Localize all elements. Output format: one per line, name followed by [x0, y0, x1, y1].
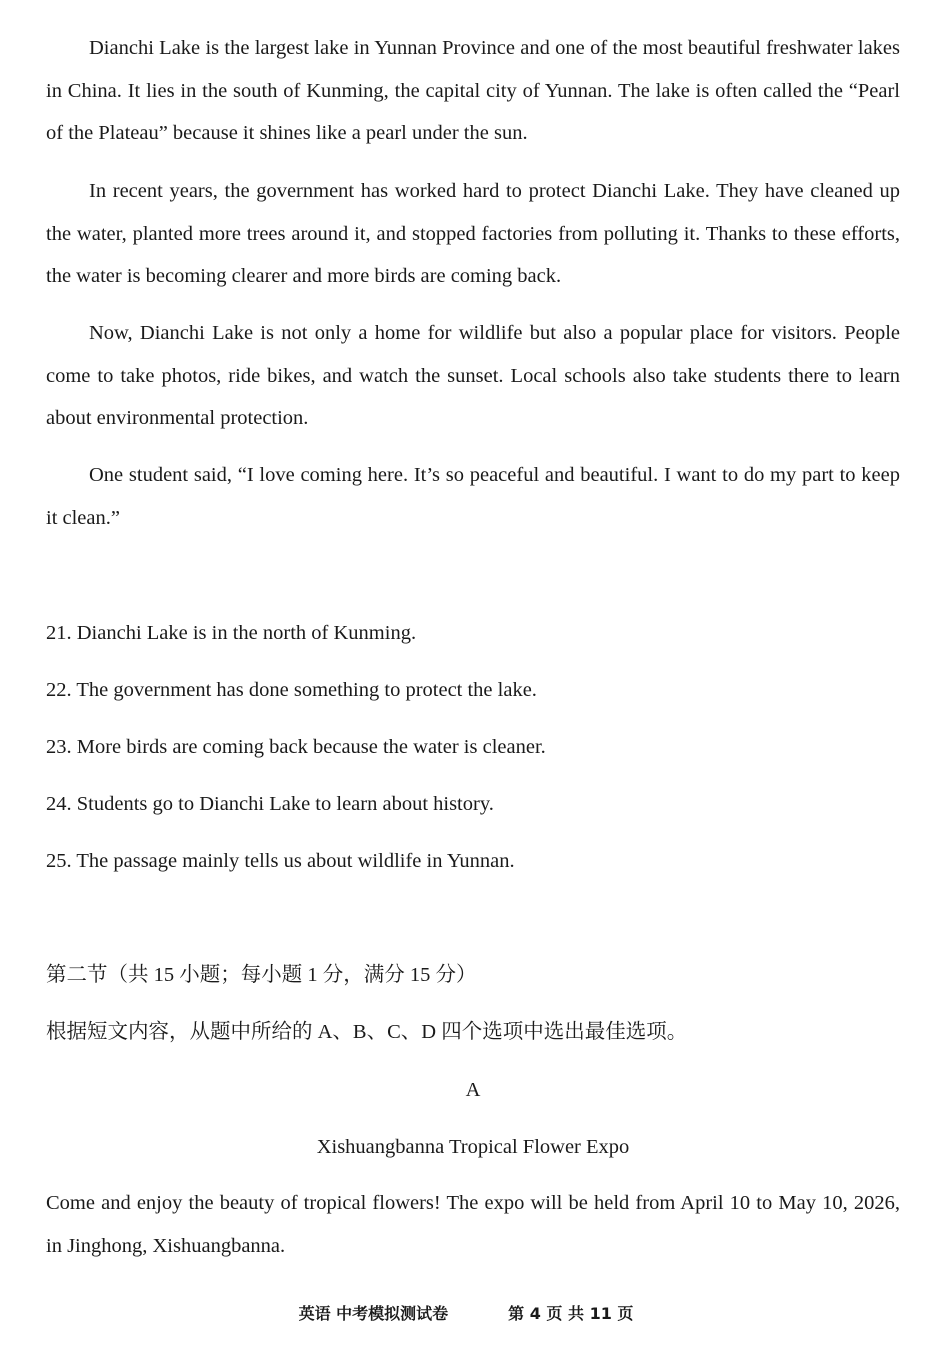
expo-intro-paragraph: Come and enjoy the beauty of tropical flowers! The expo will be held from April 10 to May 10, 2026, in Jinghong, Xishuangbanna. — [46, 1192, 900, 1257]
page-footer — [0, 1302, 932, 1326]
question-21: 21. Dianchi Lake is in the north of Kunming. — [46, 622, 417, 644]
question-23: 23. More birds are coming back because the water is cleaner. — [46, 736, 546, 758]
passage-paragraph-3: Now, Dianchi Lake is not only a home for wildlife but also a popular place for visitors. People come to take photos, ride bikes, and watch the sunset. Local schools also take students there to learn about environmental protection. — [46, 322, 900, 430]
passage-title: Xishuangbanna Tropical Flower Expo — [316, 1136, 630, 1158]
question-24: 24. Students go to Dianchi Lake to learn about history. — [46, 793, 494, 815]
part-label: A — [465, 1079, 481, 1101]
section-2-heading: 第二节（共 15 小题；每小题 1 分，满分 15 分） — [46, 964, 477, 986]
passage-paragraph-2: In recent years, the government has worked hard to protect Dianchi Lake. They have cleaned up the water, planted more trees around it, and stopped factories from polluting it. Thanks to these efforts, the water is becoming clearer and more birds are coming back. — [46, 180, 900, 288]
question-22: 22. The government has done something to protect the lake. — [46, 679, 537, 701]
passage-paragraph-1: Dianchi Lake is the largest lake in Yunnan Province and one of the most beautiful freshwater lakes in China. It lies in the south of Kunming, the capital city of Yunnan. The lake is often called the “Pearl of the Plateau” because it shines like a pearl under the sun. — [46, 37, 900, 145]
footer-exam-name: 英语 中考模拟测试卷 — [298, 1304, 449, 1323]
passage-paragraph-4: One student said, “I love coming here. It’s so peaceful and beautiful. I want to do my part to keep it clean.” — [46, 464, 900, 529]
question-25: 25. The passage mainly tells us about wildlife in Yunnan. — [46, 850, 515, 872]
section-2-instruction: 根据短文内容，从题中所给的 A、B、C、D 四个选项中选出最佳选项。 — [46, 1021, 688, 1043]
footer-page-info: 第 4 页 共 11 页 — [508, 1304, 634, 1323]
